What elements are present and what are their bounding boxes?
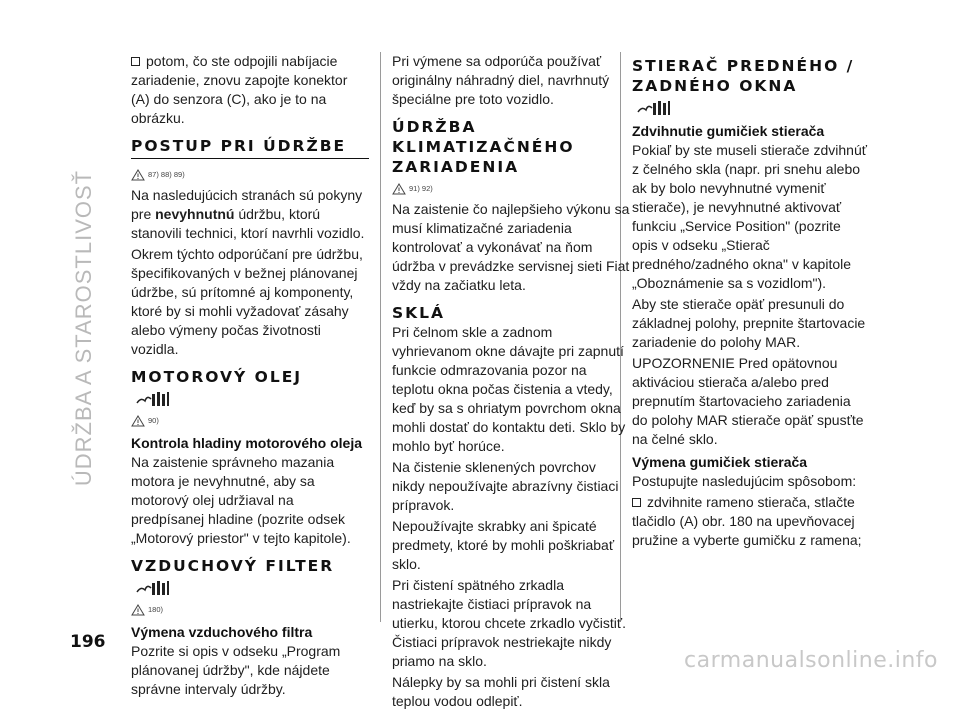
paragraph: Aby ste stierače opäť presunuli do základnej polohy, prepnite štartovacie zariadenie do polohy MAR. — [632, 296, 866, 350]
column-1 — [131, 52, 369, 701]
heading-air-filter: VZDUCHOVÝ FILTER — [131, 557, 335, 575]
paragraph: Pozrite si opis v odseku „Program plánovanej údržby", kde nájdete správne intervaly údržby. — [131, 643, 341, 697]
subheading-lifting-wiper-blades: Zdvihnutie gumičiek stierača — [632, 123, 825, 139]
engine-service-icon — [135, 389, 171, 409]
chapter-side-title: ÚDRŽBA A STAROSTLIVOSŤ — [71, 169, 96, 487]
page-number: 196 — [70, 632, 106, 652]
paragraph: Pri čistení spätného zrkadla nastriekajte čistiaci prípravok na utierku, ktorou chcete zrkadlo vyčistiť. Čistiaci prípravok nestriekajte nikdy priamo na sklo. — [392, 577, 627, 669]
paragraph: Pri výmene sa odporúča používať originálny náhradný diel, navrhnutý špeciálne pre toto vozidlo. — [392, 53, 610, 107]
heading-ac-maintenance: ÚDRŽBA KLIMATIZAČNÉHO ZARIADENIA — [392, 118, 575, 176]
heading-maintenance-procedure: POSTUP PRI ÚDRŽBE — [131, 136, 369, 159]
engine-service-icon — [636, 98, 672, 118]
warning-triangle-icon — [131, 169, 145, 181]
square-bullet-icon — [131, 57, 140, 66]
column-3 — [632, 52, 870, 552]
note-refs: 87) 88) 89) — [131, 165, 369, 184]
paragraph: Nepoužívajte skrabky ani špicaté predmety, ktoré by mohli poškriabať sklo. — [392, 518, 615, 572]
paragraph: Pokiaľ by ste museli stierače zdvihnúť z čelného skla (napr. pri snehu alebo ak by bolo nevyhnutné vymeniť stierače), je nevyhnutné aktivovať funkciu „Service Position" (pozrite opis v odseku „Stierač predného/zadného okna" v kapitole „Oboznámenie sa s vozidlom"). — [632, 142, 867, 291]
warning-triangle-icon — [131, 604, 145, 616]
watermark: carmanualsonline.info — [684, 648, 938, 673]
column-2 — [392, 52, 630, 713]
column-divider — [380, 52, 381, 622]
paragraph: Okrem týchto odporúčaní pre údržbu, špecifikovaných v bežnej plánovanej údržbe, sú prítomné aj komponenty, ktoré by si mohli vyžadovať zásahy alebo výmeny počas životnosti vozidla. — [131, 246, 363, 357]
square-bullet-icon — [632, 498, 641, 507]
paragraph: Na zaistenie správneho mazania motora je nevyhnutné, aby sa motorový olej udržiaval na predpísanej hladine (pozrite odsek „Motorový priestor" v tejto kapitole). — [131, 454, 351, 546]
note-refs: 180) — [131, 600, 369, 619]
heading-glass: SKLÁ — [392, 304, 446, 322]
intro-paragraph: potom, čo ste odpojili nabíjacie zariadenie, znovu zapojte konektor (A) do senzora (C), ako je to na obrázku. — [131, 53, 348, 126]
engine-service-icon — [135, 578, 171, 598]
subheading-oil-level: Kontrola hladiny motorového oleja — [131, 435, 363, 451]
paragraph: UPOZORNENIE Pred opätovnou aktiváciou stierača a/alebo pred prepnutím štartovacieho zariadenia do polohy MAR stierače opäť spusťte na čelné sklo. — [632, 355, 864, 447]
paragraph: Nálepky by sa mohli pri čistení skla teplou vodou odlepiť. — [392, 674, 610, 709]
paragraph: Na čistenie sklenených povrchov nikdy nepoužívajte abrazívny čistiaci prípravok. — [392, 459, 619, 513]
paragraph: Pri čelnom skle a zadnom vyhrievanom okne dávajte pri zapnutí funkcie odmrazovania pozor na teplotu okna počas čistenia a vtedy, keď by sa s ohriatym povrchom okna mohli dostať do kontaktu deti. Sklo by mohlo byť horúce. — [392, 324, 626, 454]
note-refs: 90) — [131, 411, 369, 430]
warning-triangle-icon — [131, 415, 145, 427]
paragraph: Na zaistenie čo najlepšieho výkonu sa musí klimatizačné zariadenia kontrolovať a vykonávať na ňom údržba v prevádzke servisnej sieti Fiat vždy na začiatku leta. — [392, 201, 630, 293]
subheading-air-filter-replacement: Výmena vzduchového filtra — [131, 624, 313, 640]
subheading-wiper-blade-replacement: Výmena gumičiek stierača — [632, 454, 808, 470]
heading-engine-oil: MOTOROVÝ OLEJ — [131, 368, 303, 386]
note-refs: 91) 92) — [392, 179, 630, 198]
paragraph: Postupujte nasledujúcim spôsobom: — [632, 473, 857, 489]
paragraph: Na nasledujúcich stranách sú pokyny pre nevyhnutnú údržbu, ktorú stanovili technici, ktorí navrhli vozidlo. — [131, 187, 365, 241]
warning-triangle-icon — [392, 183, 406, 195]
bullet-item: zdvihnite rameno stierača, stlačte tlačidlo (A) obr. 180 na upevňovacej pružine a vyberte gumičku z ramena; — [632, 494, 862, 548]
heading-wipers: STIERAČ PREDNÉHO / ZADNÉHO OKNA — [632, 57, 855, 95]
bold-term: nevyhnutnú — [155, 206, 235, 222]
